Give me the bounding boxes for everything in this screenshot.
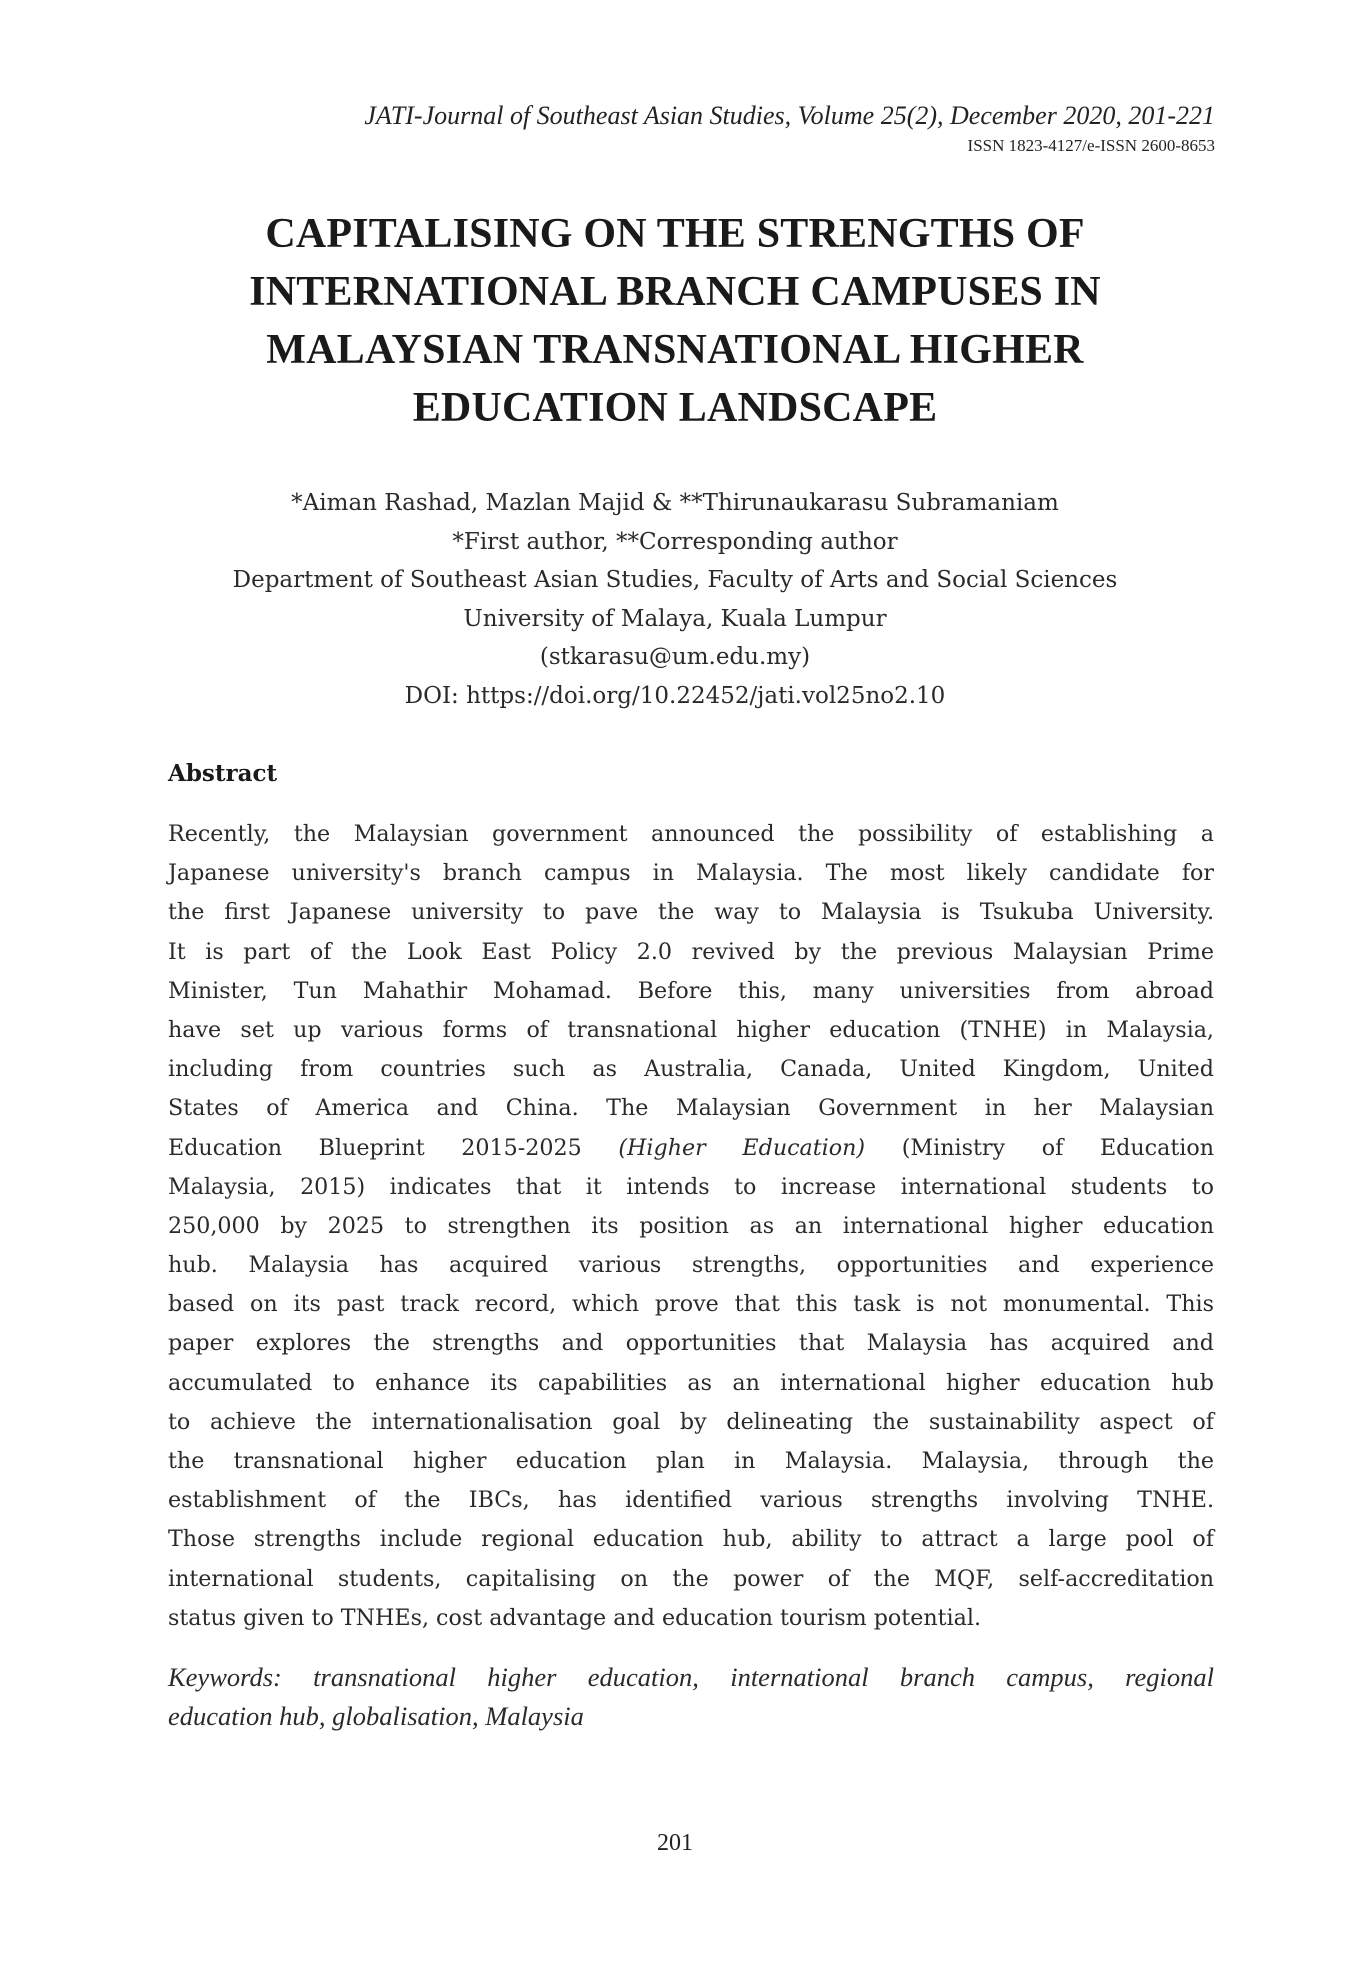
- abstract-line: Those strengths include regional education hub, ability to attract a large pool of: [168, 1526, 1214, 1553]
- title-line: INTERNATIONAL BRANCH CAMPUSES IN: [249, 269, 1101, 315]
- abstract-heading: Abstract: [168, 760, 278, 787]
- abstract-line: status given to TNHEs, cost advantage and education tourism potential.: [168, 1604, 982, 1631]
- abstract-line: Recently, the Malaysian government announced the possibility of establishing a: [168, 821, 1214, 847]
- abstract-line: to achieve the internationalisation goal by delineating the sustainability aspect of: [168, 1408, 1214, 1435]
- title-line: CAPITALISING ON THE STRENGTHS OF: [265, 211, 1085, 257]
- abstract-line: Minister, Tun Mahathir Mohamad. Before this, many universities from abroad: [168, 977, 1214, 1004]
- author-email[interactable]: (stkarasu@um.edu.my): [539, 644, 811, 671]
- author-names: *Aiman Rashad, Mazlan Majid & **Thirunaukarasu Subramaniam: [291, 490, 1059, 516]
- abstract-line: hub. Malaysia has acquired various strengths, opportunities and experience: [168, 1252, 1214, 1279]
- abstract-line: It is part of the Look East Policy 2.0 revived by the previous Malaysian Prime: [168, 938, 1214, 965]
- abstract-line: international students, capitalising on the power of the MQF, self-accreditation: [168, 1565, 1214, 1592]
- abstract-line: establishment of the IBCs, has identified various strengths involving TNHE.: [168, 1487, 1214, 1514]
- title-line: EDUCATION LANDSCAPE: [412, 385, 938, 431]
- running-head: [364, 100, 1215, 160]
- page-number: 201: [657, 1830, 693, 1856]
- abstract-line: Malaysia, 2015) indicates that it intends to increase international students to: [168, 1173, 1214, 1200]
- keywords-line: Keywords: transnational higher education, international branch campus, regional: [168, 1662, 1214, 1692]
- abstract-line-with-italic: Education Blueprint 2015-2025 (Higher Education) (Ministry of Education: [168, 1134, 1214, 1161]
- abstract-line: the transnational higher education plan in Malaysia. Malaysia, through the: [168, 1448, 1214, 1474]
- abstract-line: the first Japanese university to pave the way to Malaysia is Tsukuba University.: [168, 899, 1214, 926]
- doi-link[interactable]: DOI: https://doi.org/10.22452/jati.vol25no2.10: [404, 682, 946, 709]
- author-roles: *First author, **Corresponding author: [452, 528, 898, 555]
- title-line: MALAYSIAN TRANSNATIONAL HIGHER: [266, 327, 1084, 373]
- author-department: Department of Southeast Asian Studies, Faculty of Arts and Social Sciences: [232, 567, 1118, 594]
- abstract-line: have set up various forms of transnational higher education (TNHE) in Malaysia,: [168, 1016, 1214, 1043]
- abstract-line: accumulated to enhance its capabilities as an international higher education hub: [168, 1369, 1214, 1396]
- italic-title-phrase: (Higher Education): [618, 1134, 866, 1161]
- keywords: [168, 1658, 1214, 1736]
- issn-line: ISSN 1823-4127/e-ISSN 2600-8653: [967, 136, 1215, 155]
- abstract-body: [168, 815, 1214, 1638]
- paper-title: [160, 205, 1190, 437]
- abstract-line: paper explores the strengths and opportunities that Malaysia has acquired and: [168, 1330, 1214, 1357]
- abstract-line: including from countries such as Australia, Canada, United Kingdom, United: [168, 1056, 1214, 1083]
- author-university: University of Malaya, Kuala Lumpur: [463, 605, 887, 632]
- abstract-line: based on its past track record, which prove that this task is not monumental. This: [168, 1291, 1214, 1318]
- keywords-line: education hub, globalisation, Malaysia: [168, 1701, 584, 1731]
- abstract-line: Japanese university's branch campus in Malaysia. The most likely candidate for: [168, 860, 1214, 887]
- author-block: [120, 484, 1230, 716]
- journal-citation: JATI-Journal of Southeast Asian Studies, Volume 25(2), December 2020, 201-221: [364, 101, 1215, 130]
- abstract-line: States of America and China. The Malaysian Government in her Malaysian: [168, 1095, 1214, 1122]
- abstract-line: 250,000 by 2025 to strengthen its position as an international higher education: [168, 1212, 1214, 1239]
